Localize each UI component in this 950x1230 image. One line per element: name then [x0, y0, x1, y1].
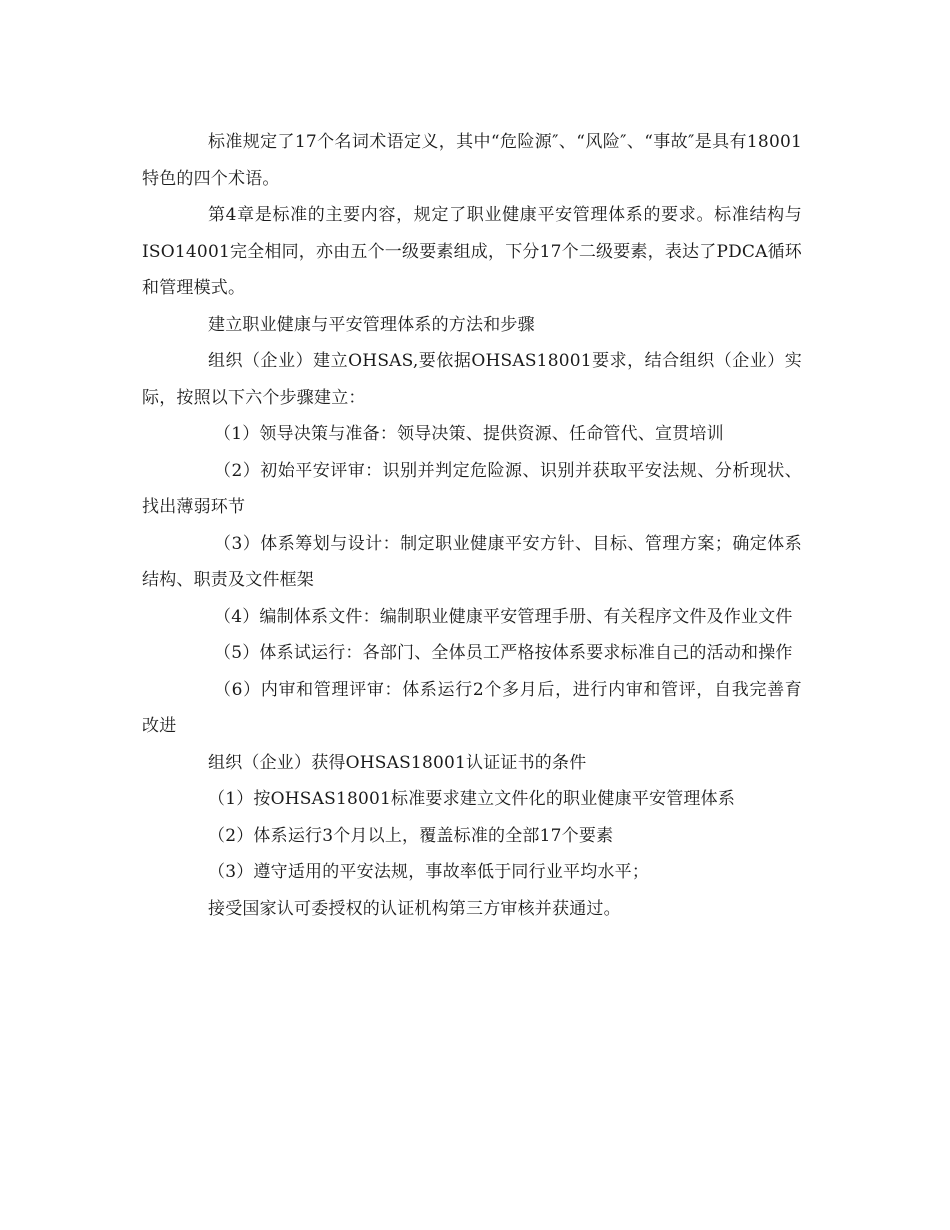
condition-1: （1）按OHSAS18001标准要求建立文件化的职业健康平安管理体系 [208, 789, 736, 809]
condition-3: （3）遵守适用的平安法规，事故率低于同行业平均水平； [208, 862, 650, 882]
section-heading-methods: 建立职业健康与平安管理体系的方法和步骤 [208, 314, 535, 335]
condition-4: 接受国家认可委授权的认证机构第三方审核并获通过。 [208, 898, 621, 919]
condition-2: （2）体系运行3个月以上，覆盖标准的全部17个要素 [208, 825, 614, 846]
step-2: （2）初始平安评审：识别并判定危险源、识别并获取平安法规、分析现状、找出薄弱环节 [142, 460, 802, 517]
step-6: （6）内审和管理评审：体系运行2个多月后，进行内审和管评，自我完善育改进 [142, 679, 802, 736]
step-4: （4）编制体系文件：编制职业健康平安管理手册、有关程序文件及作业文件 [214, 606, 793, 627]
document-body [142, 124, 802, 927]
section-heading-certificate: 组织（企业）获得OHSAS18001认证证书的条件 [208, 752, 587, 773]
paragraph-terms: 标准规定了17个名词术语定义，其中“危险源″、“风险″、“事故″是具有18001特色的四个术语。 [142, 132, 802, 189]
step-1: （1）领导决策与准备：领导决策、提供资源、任命管代、宣贯培训 [214, 424, 724, 444]
paragraph-chapter4: 第4章是标准的主要内容，规定了职业健康平安管理体系的要求。标准结构与ISO14001完全相同，亦由五个一级要素组成，下分17个二级要素，表达了PDCA循环和管理模式。 [142, 205, 802, 298]
step-5: （5）体系试运行：各部门、全体员工严格按体系要求标准自己的活动和操作 [214, 643, 793, 663]
paragraph-establish: 组织（企业）建立OHSAS,要依据OHSAS18001要求，结合组织（企业）实际，按照以下六个步骤建立： [142, 351, 802, 408]
step-3: （3）体系筹划与设计：制定职业健康平安方针、目标、管理方案；确定体系结构、职责及文件框架 [142, 533, 802, 590]
